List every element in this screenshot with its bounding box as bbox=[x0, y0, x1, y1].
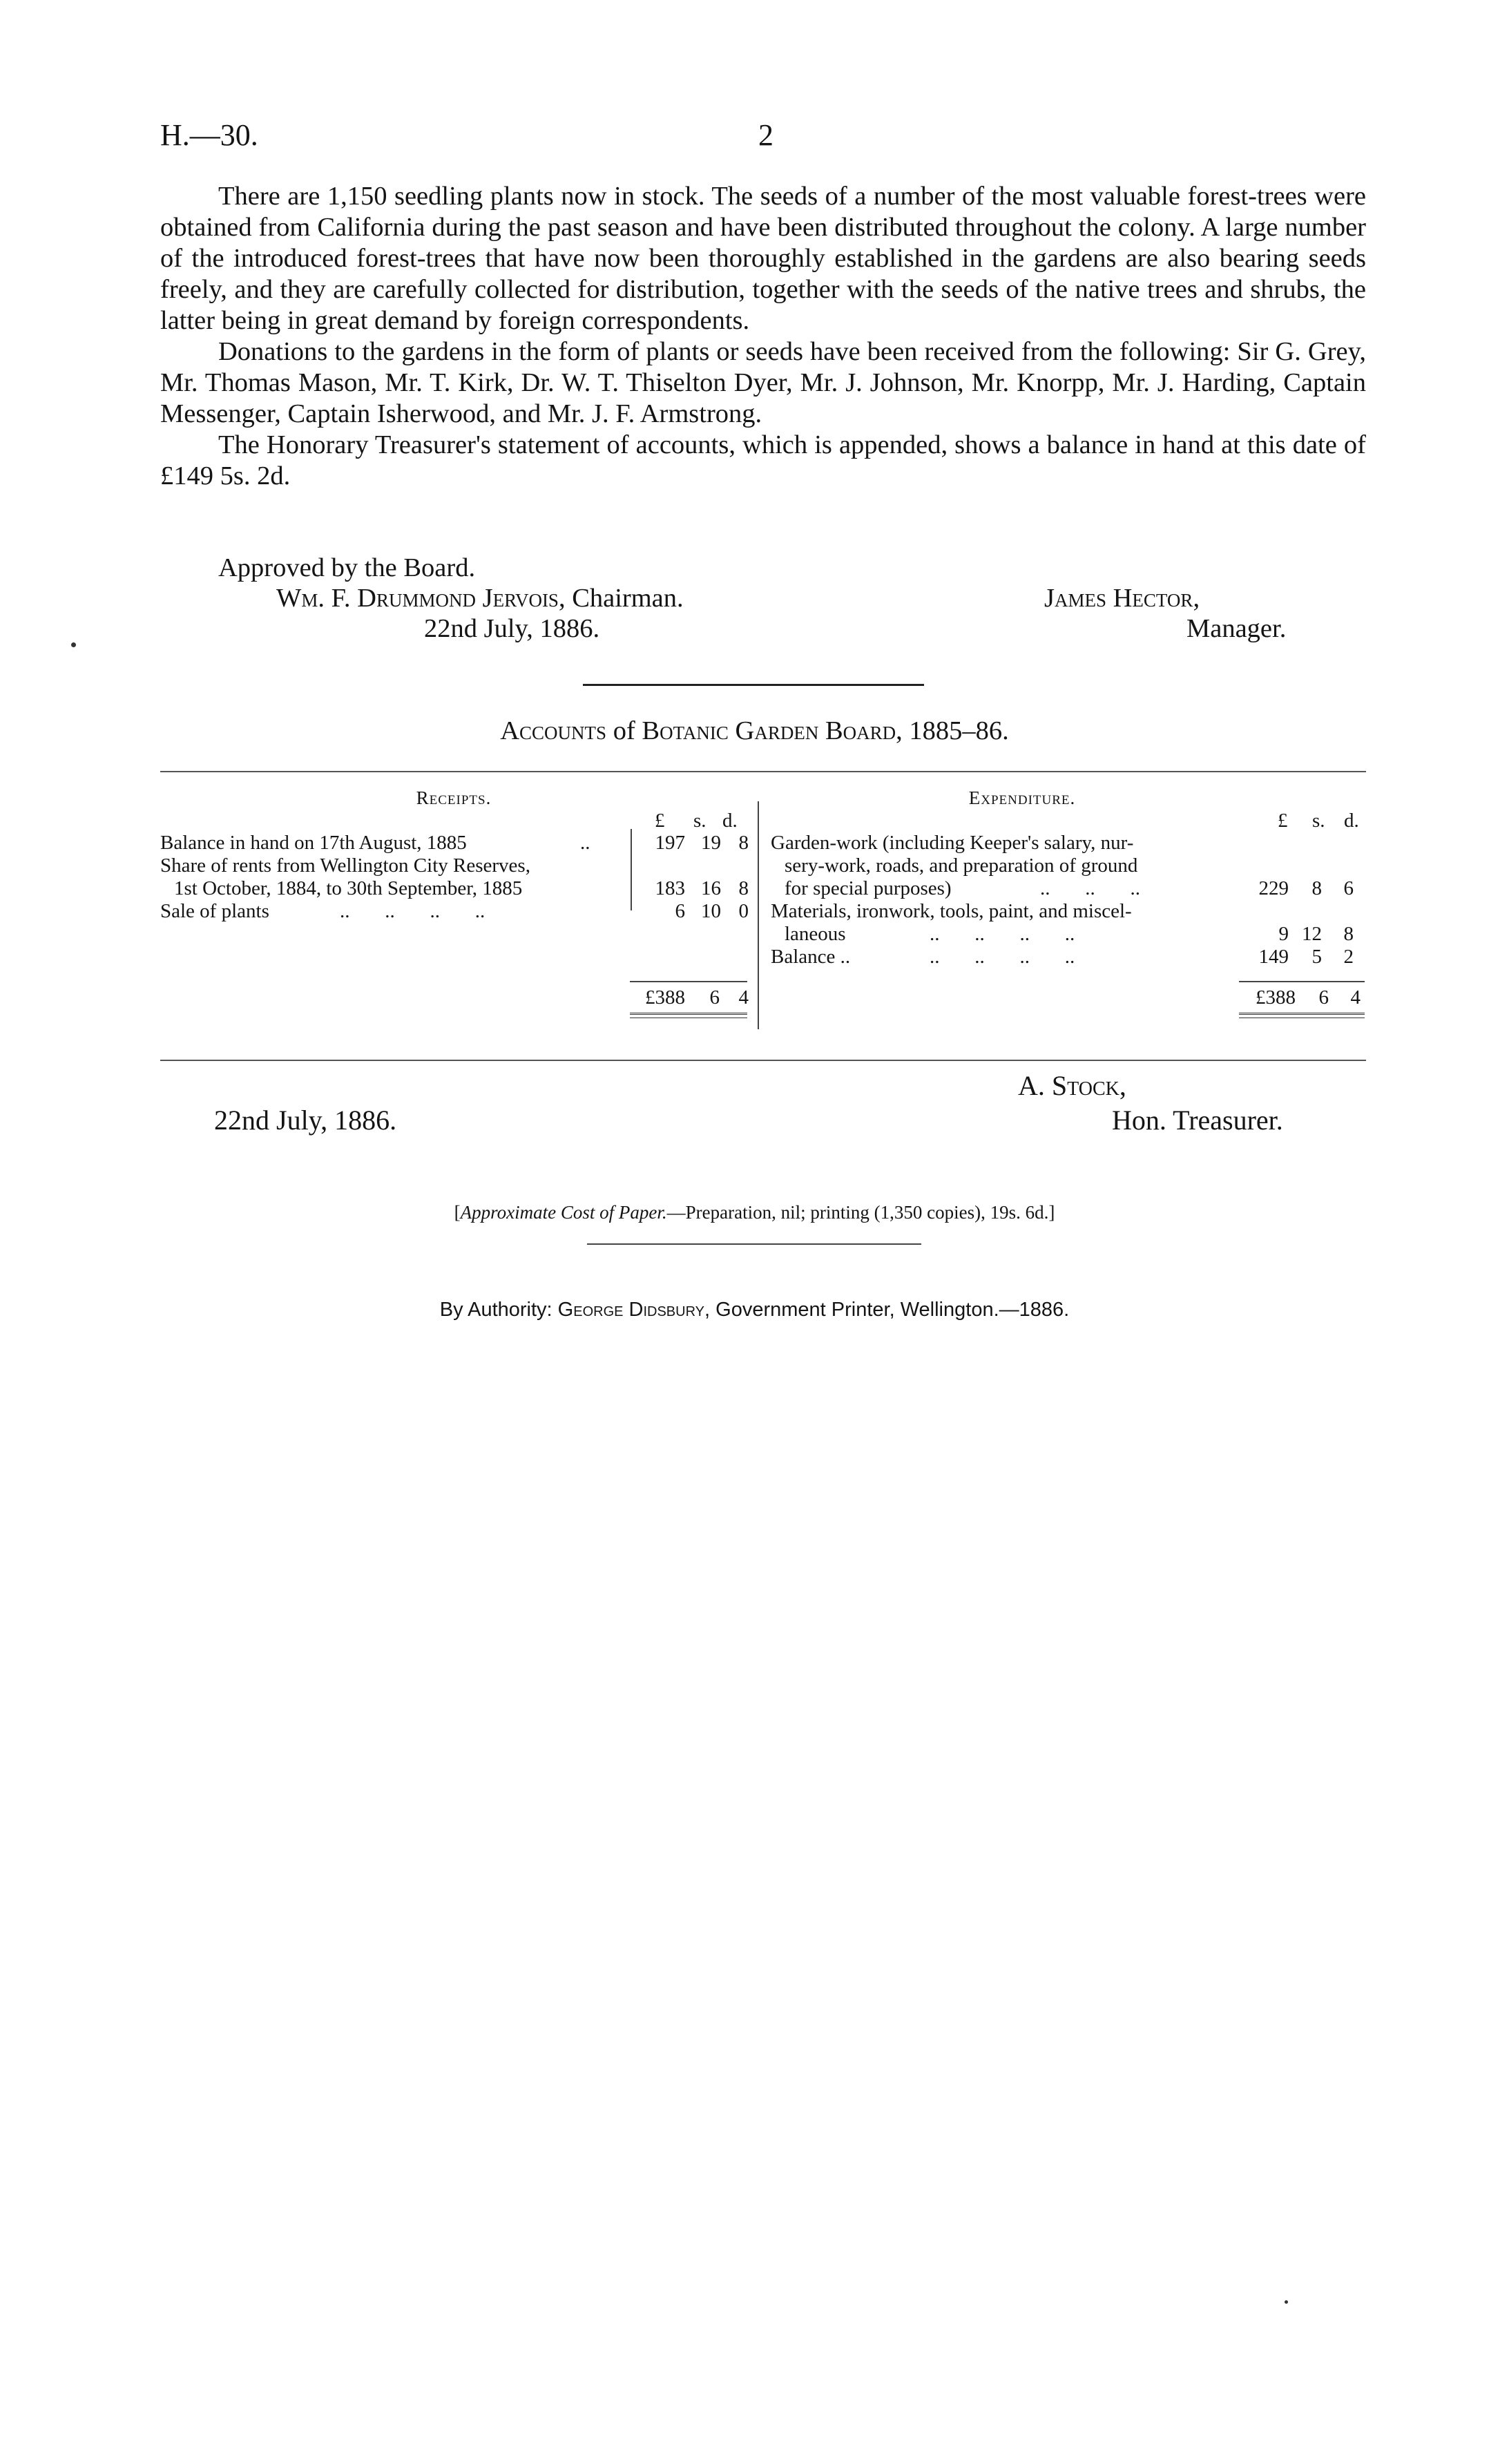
expenditure-shillings: 5 bbox=[1311, 946, 1322, 968]
cost-note-open-bracket: [ bbox=[454, 1202, 461, 1223]
receipt-pounds: 6 bbox=[675, 900, 685, 922]
manager-name: James Hector, bbox=[1044, 584, 1200, 613]
expenditure-pence: 2 bbox=[1343, 946, 1354, 968]
accounts-top-rule bbox=[160, 771, 1366, 772]
body-text bbox=[160, 181, 1366, 492]
chairman-name: Wm. F. Drummond Jervois, bbox=[276, 584, 566, 613]
receipts-shillings-header: s. bbox=[693, 810, 707, 832]
imprint-printer: George Didsbury, bbox=[557, 1299, 711, 1321]
expenditure-rows bbox=[771, 832, 1372, 968]
receipts-row bbox=[160, 832, 747, 854]
expenditure-shillings: 12 bbox=[1302, 923, 1322, 945]
expenditure-shillings: 8 bbox=[1311, 877, 1322, 899]
receipts-row bbox=[160, 900, 747, 923]
cost-note-details: —Preparation, nil; printing (1,350 copies), 19s. 6d. bbox=[666, 1202, 1049, 1223]
expenditure-description: Garden-work (including Keeper's salary, nur- bbox=[771, 832, 1134, 854]
page-reference: H.—30. bbox=[160, 118, 258, 152]
expenditure-row bbox=[771, 832, 1372, 854]
treasurer-date: 22nd July, 1886. bbox=[214, 1105, 397, 1136]
expenditure-pounds: 229 bbox=[1258, 877, 1289, 899]
accounts-title-of: of bbox=[613, 716, 635, 745]
printer-imprint bbox=[0, 1299, 1509, 1321]
receipt-pence: 8 bbox=[738, 832, 749, 854]
treasurer-title: Hon. Treasurer. bbox=[1112, 1105, 1283, 1136]
expenditure-total-pence: 4 bbox=[1350, 986, 1361, 1009]
chairman-signature bbox=[276, 583, 684, 613]
receipts-pounds-header: £ bbox=[655, 810, 665, 832]
imprint-prefix: By Authority: bbox=[439, 1299, 552, 1321]
receipt-description: Balance in hand on 17th August, 1885 bbox=[160, 832, 467, 854]
expenditure-pence: 6 bbox=[1343, 877, 1354, 899]
expenditure-shillings-header: s. bbox=[1312, 810, 1325, 832]
receipts-total bbox=[630, 986, 749, 1009]
expenditure-description: for special purposes) bbox=[785, 877, 952, 899]
receipts-rows bbox=[160, 832, 747, 923]
expenditure-pence: 8 bbox=[1343, 923, 1354, 945]
imprint-divider bbox=[587, 1243, 921, 1245]
receipt-pence: 0 bbox=[738, 900, 749, 922]
expenditure-pounds-header: £ bbox=[1278, 810, 1288, 832]
receipt-description: 1st October, 1884, to 30th September, 1885 bbox=[174, 877, 523, 899]
expenditure-pounds: 9 bbox=[1278, 923, 1289, 945]
receipt-shillings: 19 bbox=[701, 832, 721, 854]
receipt-leader: .. bbox=[580, 832, 590, 854]
expenditure-total-pounds: £388 bbox=[1256, 986, 1296, 1009]
expenditure-description: Balance .. bbox=[771, 946, 851, 968]
accounts-bottom-rule bbox=[160, 1060, 1366, 1061]
accounts-title bbox=[0, 716, 1509, 746]
expenditure-total bbox=[1239, 986, 1365, 1009]
approval-date: 22nd July, 1886. bbox=[424, 614, 600, 643]
receipt-shillings: 10 bbox=[701, 900, 721, 922]
receipts-double-rule bbox=[630, 1013, 747, 1018]
print-speck bbox=[1285, 2300, 1288, 2304]
receipts-heading: Receipts. bbox=[416, 787, 492, 808]
receipt-description: Sale of plants bbox=[160, 900, 269, 922]
expenditure-leader: .. .. .. .. bbox=[930, 946, 1075, 968]
expenditure-leader: .. .. .. .. bbox=[930, 923, 1075, 945]
expenditure-description: laneous bbox=[785, 923, 846, 945]
approved-by-board: Approved by the Board. bbox=[218, 553, 476, 582]
expenditure-row bbox=[771, 923, 1372, 946]
receipts-row bbox=[160, 854, 747, 877]
paragraph-treasurer-statement: The Honorary Treasurer's statement of accounts, which is appended, shows a balance in hand at this date of £149 5s. 2d. bbox=[160, 430, 1366, 490]
expenditure-description: sery-work, roads, and preparation of ground bbox=[785, 854, 1138, 877]
accounts-title-prefix: Accounts bbox=[500, 716, 607, 745]
cost-note-close-bracket: ] bbox=[1048, 1202, 1055, 1223]
paragraph-seedlings: There are 1,150 seedling plants now in stock. The seeds of a number of the most valuable forest-trees were obtained from California during the past season and have been distributed throughout the colony. A large number of the introduced forest-trees that have now been thoroughly established in the gardens are also bearing seeds freely, and they are carefully collected for distribution, together with the seeds of the native trees and shrubs, the latter being in great demand by foreign correspondents. bbox=[160, 182, 1366, 335]
accounts-title-name: Botanic Garden Board, bbox=[642, 716, 903, 745]
expenditure-leader: .. .. .. bbox=[1040, 877, 1140, 899]
expenditure-heading: Expenditure. bbox=[968, 787, 1076, 808]
expenditure-total-rule bbox=[1239, 981, 1365, 982]
paragraph-donations: Donations to the gardens in the form of plants or seeds have been received from the following: Sir G. Grey, Mr. Thomas Mason, Mr. T. Kirk, Dr. W. T. Thiselton Dyer, Mr. J. Johnson, Mr. Knorpp, Mr. J. Harding, Captain Messenger, Captain Isherwood, and Mr. J. F. Armstrong. bbox=[160, 337, 1366, 428]
receipt-pounds: 183 bbox=[655, 877, 685, 899]
center-column-rule bbox=[758, 801, 759, 1029]
imprint-suffix: Government Printer, Wellington.—1886. bbox=[715, 1299, 1070, 1321]
cost-of-paper-note bbox=[0, 1202, 1509, 1223]
receipts-total-pence: 4 bbox=[738, 986, 749, 1009]
receipt-leader: .. .. .. .. bbox=[340, 900, 486, 922]
expenditure-row bbox=[771, 946, 1372, 968]
receipts-total-rule bbox=[630, 981, 747, 982]
expenditure-total-shillings: 6 bbox=[1318, 986, 1329, 1009]
expenditure-description: Materials, ironwork, tools, paint, and miscel- bbox=[771, 900, 1132, 922]
treasurer-name: A. Stock, bbox=[1018, 1070, 1126, 1101]
receipts-total-shillings: 6 bbox=[709, 986, 720, 1009]
chairman-role: Chairman. bbox=[572, 584, 684, 613]
expenditure-pence-header: d. bbox=[1344, 810, 1359, 832]
cost-note-label: Approximate Cost of Paper. bbox=[460, 1202, 667, 1223]
receipt-pounds: 197 bbox=[655, 832, 685, 854]
receipts-pence-header: d. bbox=[722, 810, 738, 832]
receipt-pence: 8 bbox=[738, 877, 749, 899]
expenditure-row bbox=[771, 877, 1372, 900]
expenditure-row bbox=[771, 900, 1372, 923]
receipts-total-pounds: £388 bbox=[645, 986, 685, 1009]
accounts-title-years: 1885–86. bbox=[909, 716, 1009, 745]
section-divider bbox=[583, 684, 924, 686]
receipt-description: Share of rents from Wellington City Reserves, bbox=[160, 854, 530, 877]
expenditure-pounds: 149 bbox=[1258, 946, 1289, 968]
expenditure-double-rule bbox=[1239, 1013, 1365, 1018]
receipt-shillings: 16 bbox=[701, 877, 721, 899]
expenditure-row bbox=[771, 854, 1372, 877]
receipts-row bbox=[160, 877, 747, 900]
page-number: 2 bbox=[758, 118, 773, 152]
manager-role: Manager. bbox=[1186, 614, 1287, 643]
print-speck bbox=[71, 642, 76, 647]
